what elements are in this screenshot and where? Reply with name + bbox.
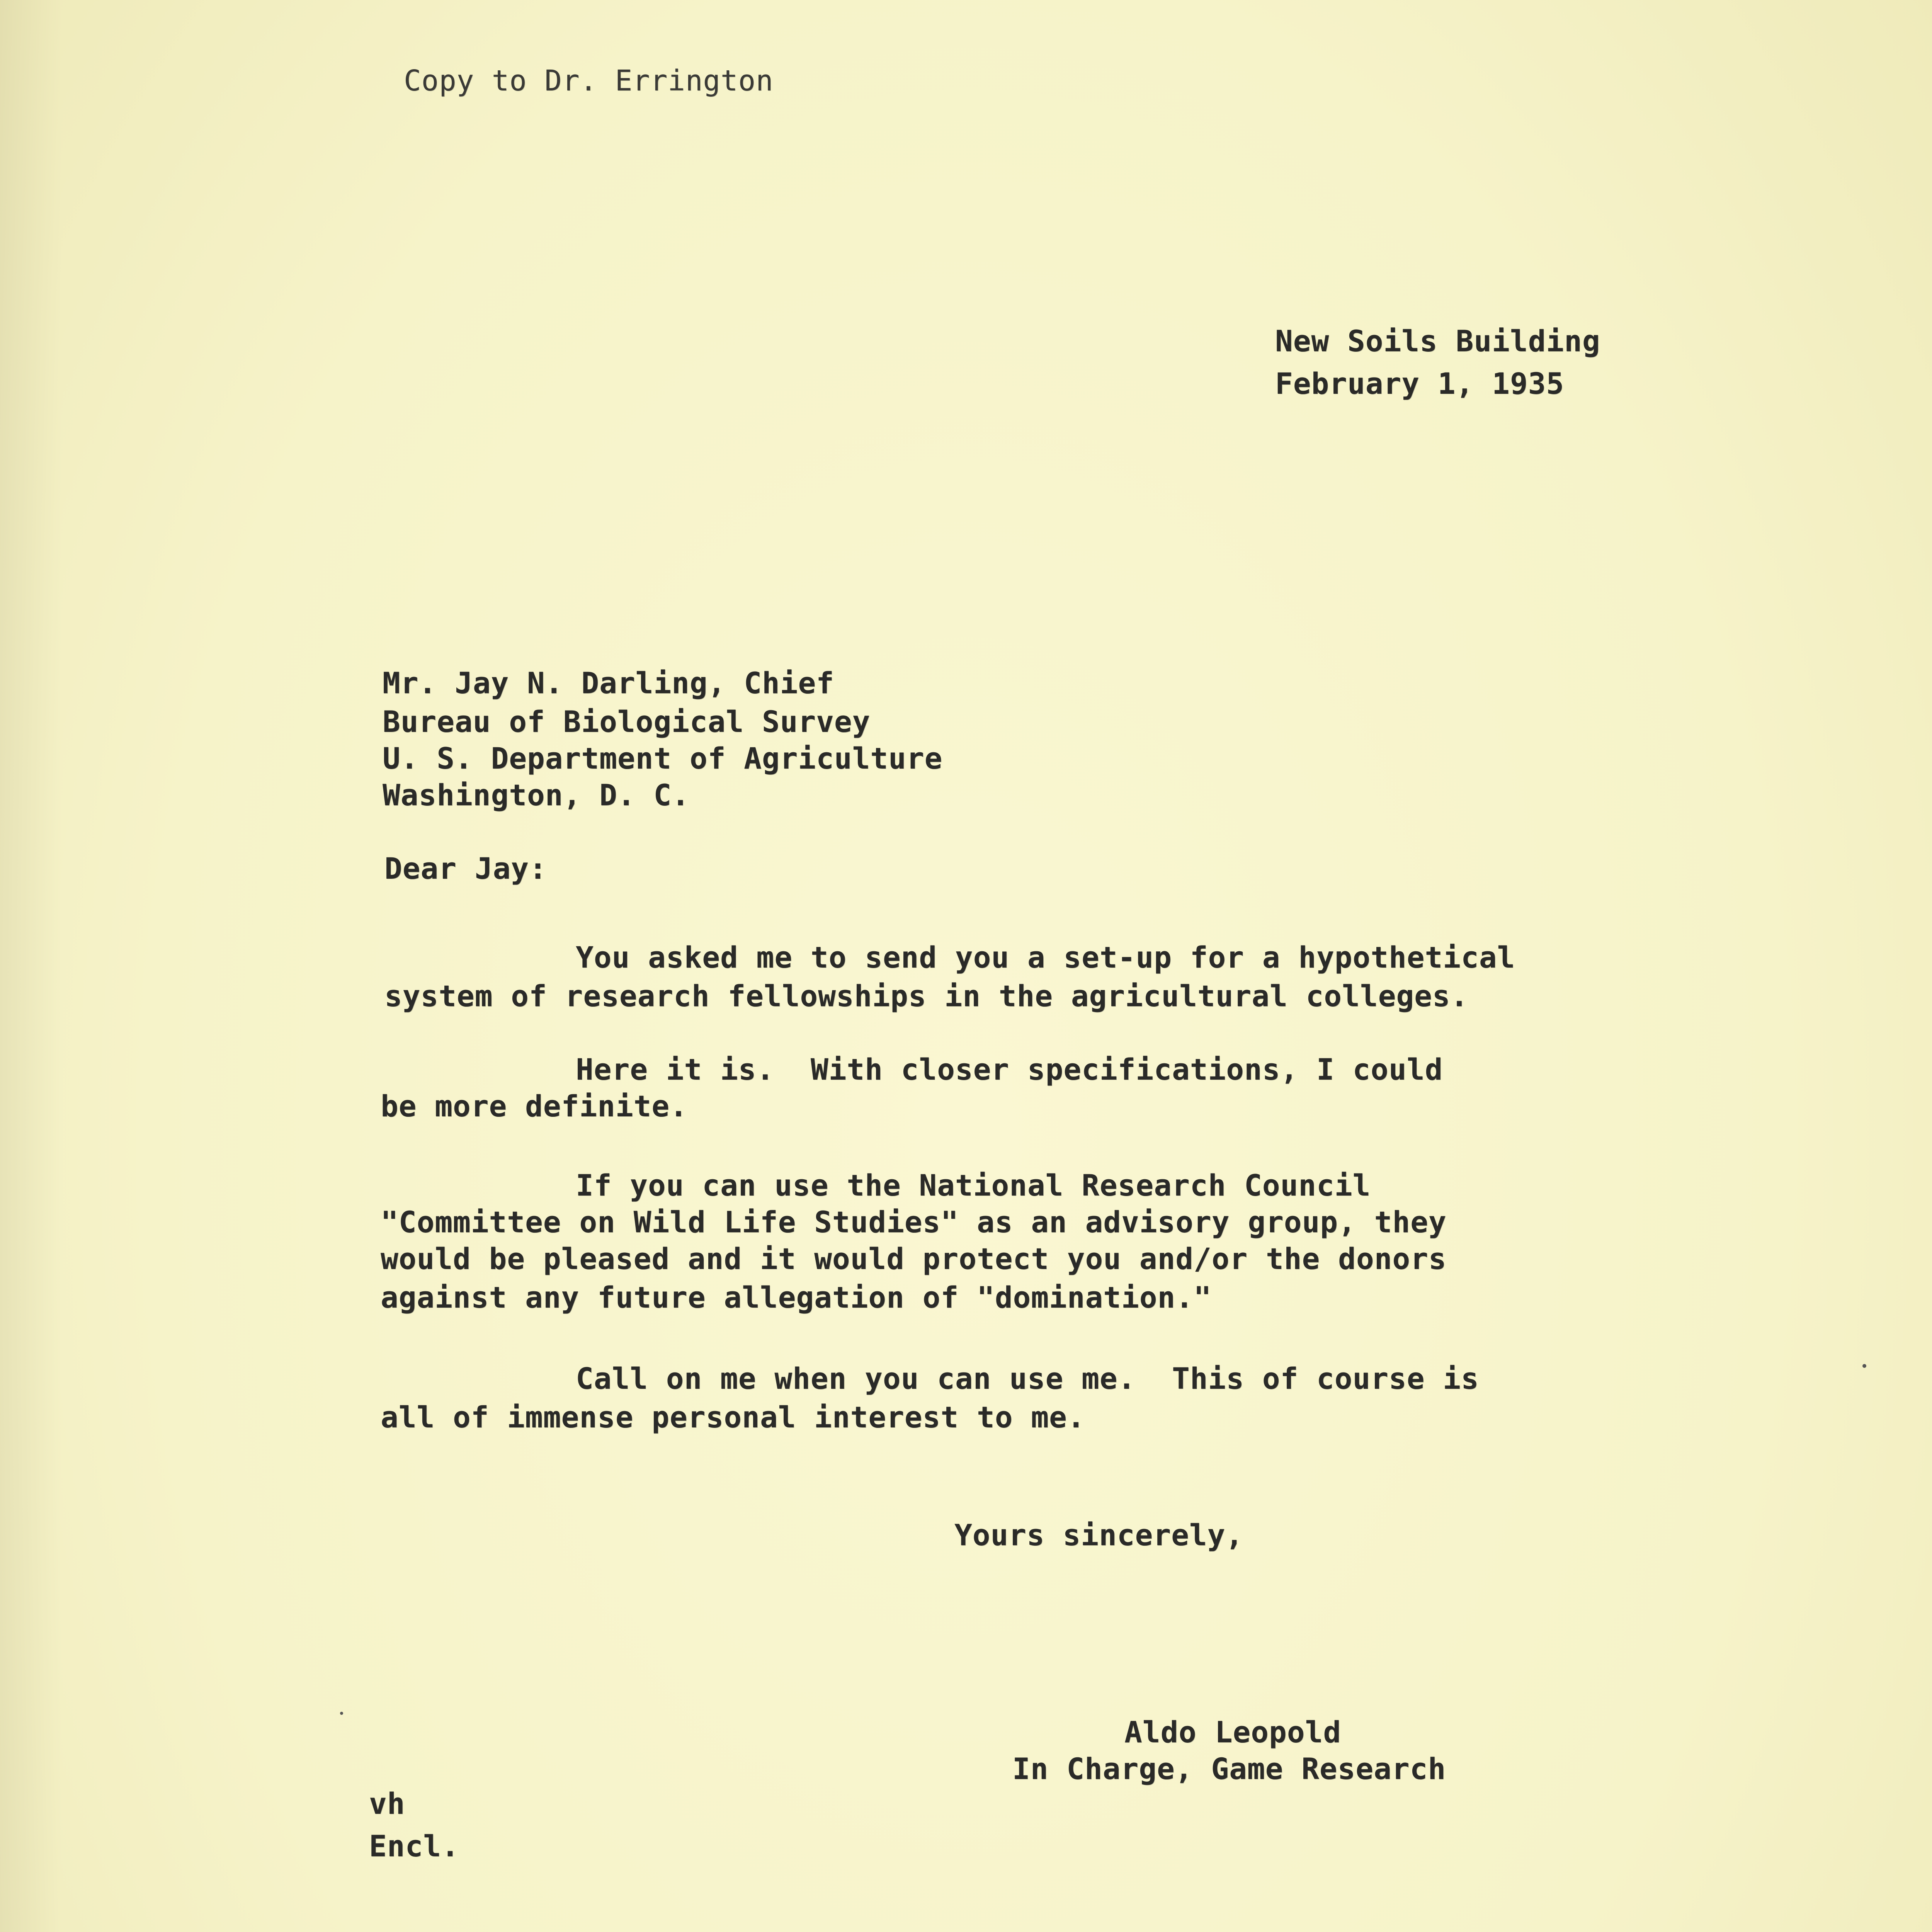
paragraph-2-line-2: be more definite. — [381, 1089, 688, 1123]
paragraph-3-line-3: would be pleased and it would protect you and/or the donors — [381, 1242, 1447, 1276]
paragraph-1-line-1: You asked me to send you a set-up for a hypothetical — [576, 940, 1515, 975]
letter-date: February 1, 1935 — [1275, 366, 1565, 401]
typist-initials: vh — [369, 1786, 405, 1821]
recipient-line-4: Washington, D. C. — [383, 778, 690, 812]
paragraph-4-line-1: Call on me when you can use me. This of course is — [576, 1361, 1479, 1396]
paragraph-4-line-2: all of immense personal interest to me. — [381, 1400, 1085, 1434]
paragraph-1-line-2: system of research fellowships in the agricultural colleges. — [384, 979, 1469, 1013]
paper-speck — [1862, 1364, 1866, 1368]
salutation: Dear Jay: — [384, 851, 547, 886]
closing: Yours sincerely, — [954, 1518, 1244, 1552]
paragraph-3-line-4: against any future allegation of "domination." — [381, 1280, 1212, 1315]
paragraph-3-line-1: If you can use the National Research Council — [576, 1168, 1371, 1202]
letterhead-location: New Soils Building — [1275, 324, 1600, 358]
signature-name: Aldo Leopold — [1124, 1715, 1342, 1749]
paper-speck — [340, 1712, 343, 1715]
copy-note: Copy to Dr. Errington — [404, 64, 774, 97]
recipient-line-1: Mr. Jay N. Darling, Chief — [383, 666, 834, 700]
signature-title: In Charge, Game Research — [1012, 1752, 1446, 1786]
paper-edge-shadow — [0, 0, 62, 1932]
recipient-line-2: Bureau of Biological Survey — [383, 704, 871, 739]
paragraph-3-line-2: "Committee on Wild Life Studies" as an advisory group, they — [381, 1205, 1447, 1239]
paragraph-2-line-1: Here it is. With closer specifications, I could — [576, 1052, 1443, 1087]
enclosure-note: Encl. — [369, 1829, 459, 1863]
recipient-line-3: U. S. Department of Agriculture — [383, 741, 943, 776]
